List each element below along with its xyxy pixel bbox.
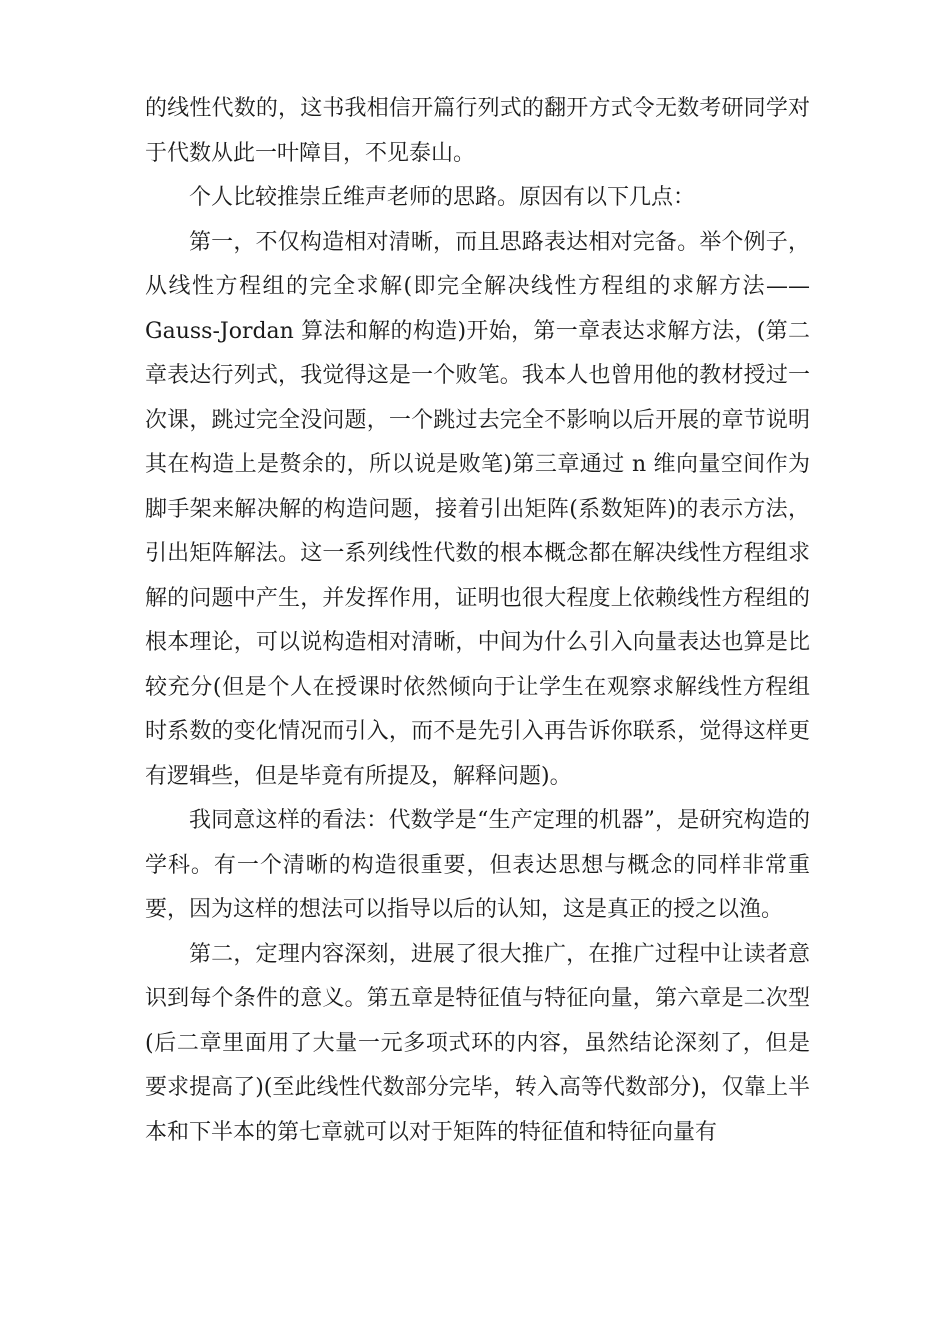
document-body (145, 87, 810, 1155)
paragraph-4: 我同意这样的看法：代数学是“生产定理的机器”，是研究构造的学科。有一个清晰的构造很重要，但表达思想与概念的同样非常重要，因为这样的想法可以指导以后的认知，这是真正的授之以渔。 (145, 808, 810, 922)
paragraph-3: 第一，不仅构造相对清晰，而且思路表达相对完备。举个例子，从线性方程组的完全求解(即完全解决线性方程组的求解方法——Gauss-Jordan 算法和解的构造)开始，第一章表达求解方法，(第二章表达行列式，我觉得这是一个败笔。我本人也曾用他的教材授过一次课，跳过完全没问题，一个跳过去完全不影响以后开展的章节说明其在构造上是赘余的，所以说是败笔)第三章通过 n 维向量空间作为脚手架来解决解的构造问题，接着引出矩阵(系数矩阵)的表示方法，引出矩阵解法。这一系列线性代数的根本概念都在解决线性方程组求解的问题中产生，并发挥作用，证明也很大程度上依赖线性方程组的根本理论，可以说构造相对清晰，中间为什么引入向量表达也算是比较充分(但是个人在授课时依然倾向于让学生在观察求解线性方程组时系数的变化情况而引入，而不是先引入再告诉你联系，觉得这样更有逻辑些，但是毕竟有所提及，解释问题)。 (145, 229, 810, 789)
paragraph-5: 第二，定理内容深刻，进展了很大推广，在推广过程中让读者意识到每个条件的意义。第五章是特征值与特征向量，第六章是二次型(后二章里面用了大量一元多项式环的内容，虽然结论深刻了，但是要求提高了)(至此线性代数部分完毕，转入高等代数部分)，仅靠上半本和下半本的第七章就可以对于矩阵的特征值和特征向量有 (145, 941, 810, 1145)
paragraph-1: 的线性代数的，这书我相信开篇行列式的翻开方式令无数考研同学对于代数从此一叶障目，不见泰山。 (145, 96, 810, 166)
paragraph-2: 个人比较推崇丘维声老师的思路。原因有以下几点： (189, 185, 696, 210)
